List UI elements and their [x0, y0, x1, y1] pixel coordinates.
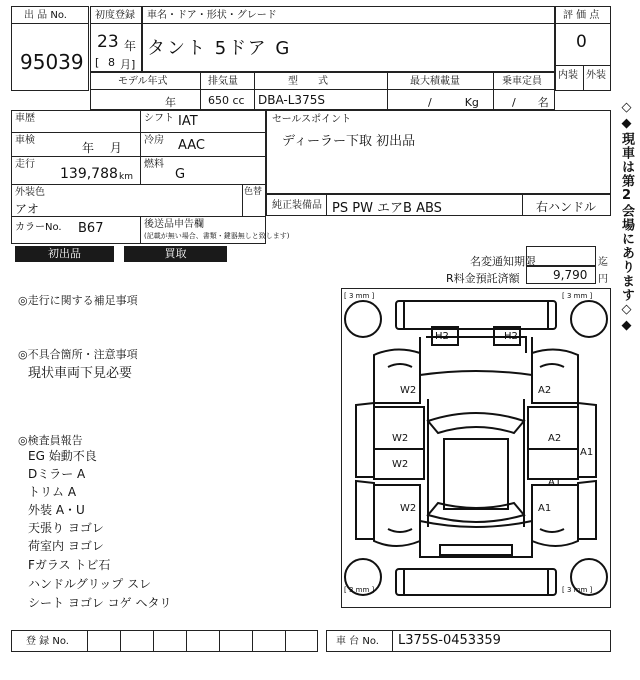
lot-no: 95039: [20, 50, 84, 74]
first-listing-tag: 初出品: [15, 246, 114, 262]
docs-label: 後送品申告欄: [144, 219, 204, 230]
color-no-value: B67: [78, 221, 104, 236]
docs-note: (記載が無い場合、書類・鍵器無しと致します): [144, 232, 290, 240]
color-no-label: カラーNo.: [15, 222, 62, 233]
month-close: 月]: [120, 58, 136, 71]
shift-value: IAT: [178, 114, 198, 129]
car-name-label: 車名・ドア・形状・グレード: [147, 10, 277, 21]
recycle-unit: 円: [598, 274, 608, 285]
mark-w2: W2: [392, 459, 409, 470]
chassis-label: 車 台 No.: [336, 636, 379, 647]
inspection-label: 車検: [15, 135, 35, 146]
mark-w2: W2: [392, 433, 409, 444]
mark-a1: A1: [538, 503, 552, 514]
recycle-amount: 9,790: [553, 268, 588, 282]
inspector-line: 天張り ヨゴレ: [28, 521, 104, 535]
max-load-unit: / Kg: [428, 96, 479, 109]
equipment-value: PS PW エアB ABS: [332, 201, 442, 216]
max-load-label: 最大積載量: [410, 76, 460, 87]
capacity-unit: / 名: [512, 96, 549, 109]
exterior-label: 外装: [586, 70, 606, 81]
steering-value: 右ハンドル: [536, 200, 597, 214]
mileage-unit: km: [119, 172, 133, 182]
grade-label: 評 価 点: [563, 10, 600, 21]
month-open: [: [95, 56, 100, 69]
mileage-label: 走行: [15, 159, 35, 170]
defects-text: 現状車両下見必要: [28, 366, 133, 381]
car-name: タント 5ドア G: [147, 38, 292, 59]
mileage-value: 139,788: [60, 166, 118, 182]
first-reg-year-unit: 年: [124, 39, 137, 53]
mark-a2: A2: [538, 385, 552, 396]
first-reg-label: 初度登録: [95, 10, 135, 21]
first-reg-month: 8: [108, 56, 115, 69]
mark-w2: W2: [400, 385, 417, 396]
inspection-value: 年 月: [82, 141, 122, 155]
recycle-label: R料金預託済額: [446, 272, 520, 285]
tire-depth-rr: [ 3 mm ]: [562, 586, 593, 594]
mark-a1: A1: [548, 477, 562, 488]
shift-label: シフト: [144, 113, 174, 124]
model-year-unit: 年: [165, 96, 176, 109]
tire-depth-fl: [ 3 mm ]: [344, 292, 375, 300]
car-outline: [342, 289, 610, 607]
inspector-line: 荷室内 ヨゴレ: [28, 539, 104, 553]
venue-notice: ◇◆現車は第2会場にあります◇◆: [619, 100, 634, 334]
color-change-label: 色替: [244, 187, 263, 197]
ac-value: AAC: [178, 138, 205, 153]
mark-h2-left: H2: [435, 331, 449, 342]
interior-label: 内装: [558, 70, 578, 81]
lot-no-label: 出 品 No.: [24, 10, 67, 21]
inspector-title: ◎検査員報告: [18, 434, 83, 447]
displacement-label: 排気量: [208, 76, 238, 87]
mark-a1: A1: [580, 447, 594, 458]
tire-depth-fr: [ 3 mm ]: [562, 292, 593, 300]
equipment-label: 純正装備品: [272, 200, 322, 211]
deadline-label: 名変通知期限: [470, 255, 536, 268]
fuel-label: 燃料: [144, 159, 164, 170]
driving-notes-title: ◎走行に関する補足事項: [18, 294, 138, 307]
inspector-line: ハンドルグリップ スレ: [28, 577, 152, 591]
fuel-value: G: [175, 167, 186, 182]
displacement: 650 cc: [208, 94, 245, 107]
mark-h2-right: H2: [504, 331, 518, 342]
model-code: DBA-L375S: [258, 93, 325, 107]
inspector-line: 外装 A・U: [28, 503, 85, 517]
inspector-line: トリム A: [28, 485, 77, 499]
reg-no-label: 登 録 No.: [26, 636, 69, 647]
inspector-line: シート ヨゴレ コゲ ヘタリ: [28, 596, 172, 610]
capacity-label: 乗車定員: [502, 76, 542, 87]
tire-depth-rl: [ 3 mm ]: [344, 586, 375, 594]
color-label: 外装色: [15, 187, 45, 198]
chassis-no: L375S-0453359: [398, 633, 501, 648]
model-year-label: モデル年式: [118, 76, 168, 87]
history-label: 車歴: [15, 113, 35, 124]
car-diagram: [341, 288, 611, 608]
deadline-unit: 迄: [598, 257, 608, 268]
mark-w2: W2: [400, 503, 417, 514]
defects-title: ◎不具合箇所・注意事項: [18, 348, 138, 361]
inspector-line: Fガラス トビ石: [28, 558, 111, 572]
first-reg-year: 23: [97, 32, 119, 52]
sales-point-value: ディーラー下取 初出品: [282, 134, 416, 149]
ac-label: 冷房: [144, 135, 164, 146]
grade-value: 0: [576, 32, 587, 52]
sales-point-label: セールスポイント: [272, 114, 352, 125]
inspector-line: EG 始動不良: [28, 449, 97, 463]
deadline-field: [526, 246, 596, 266]
purchase-tag: 買取: [124, 246, 227, 262]
mark-a2: A2: [548, 433, 562, 444]
inspector-line: Dミラー A: [28, 467, 86, 481]
color-value: アオ: [15, 202, 39, 216]
model-label: 型 式: [288, 76, 328, 87]
